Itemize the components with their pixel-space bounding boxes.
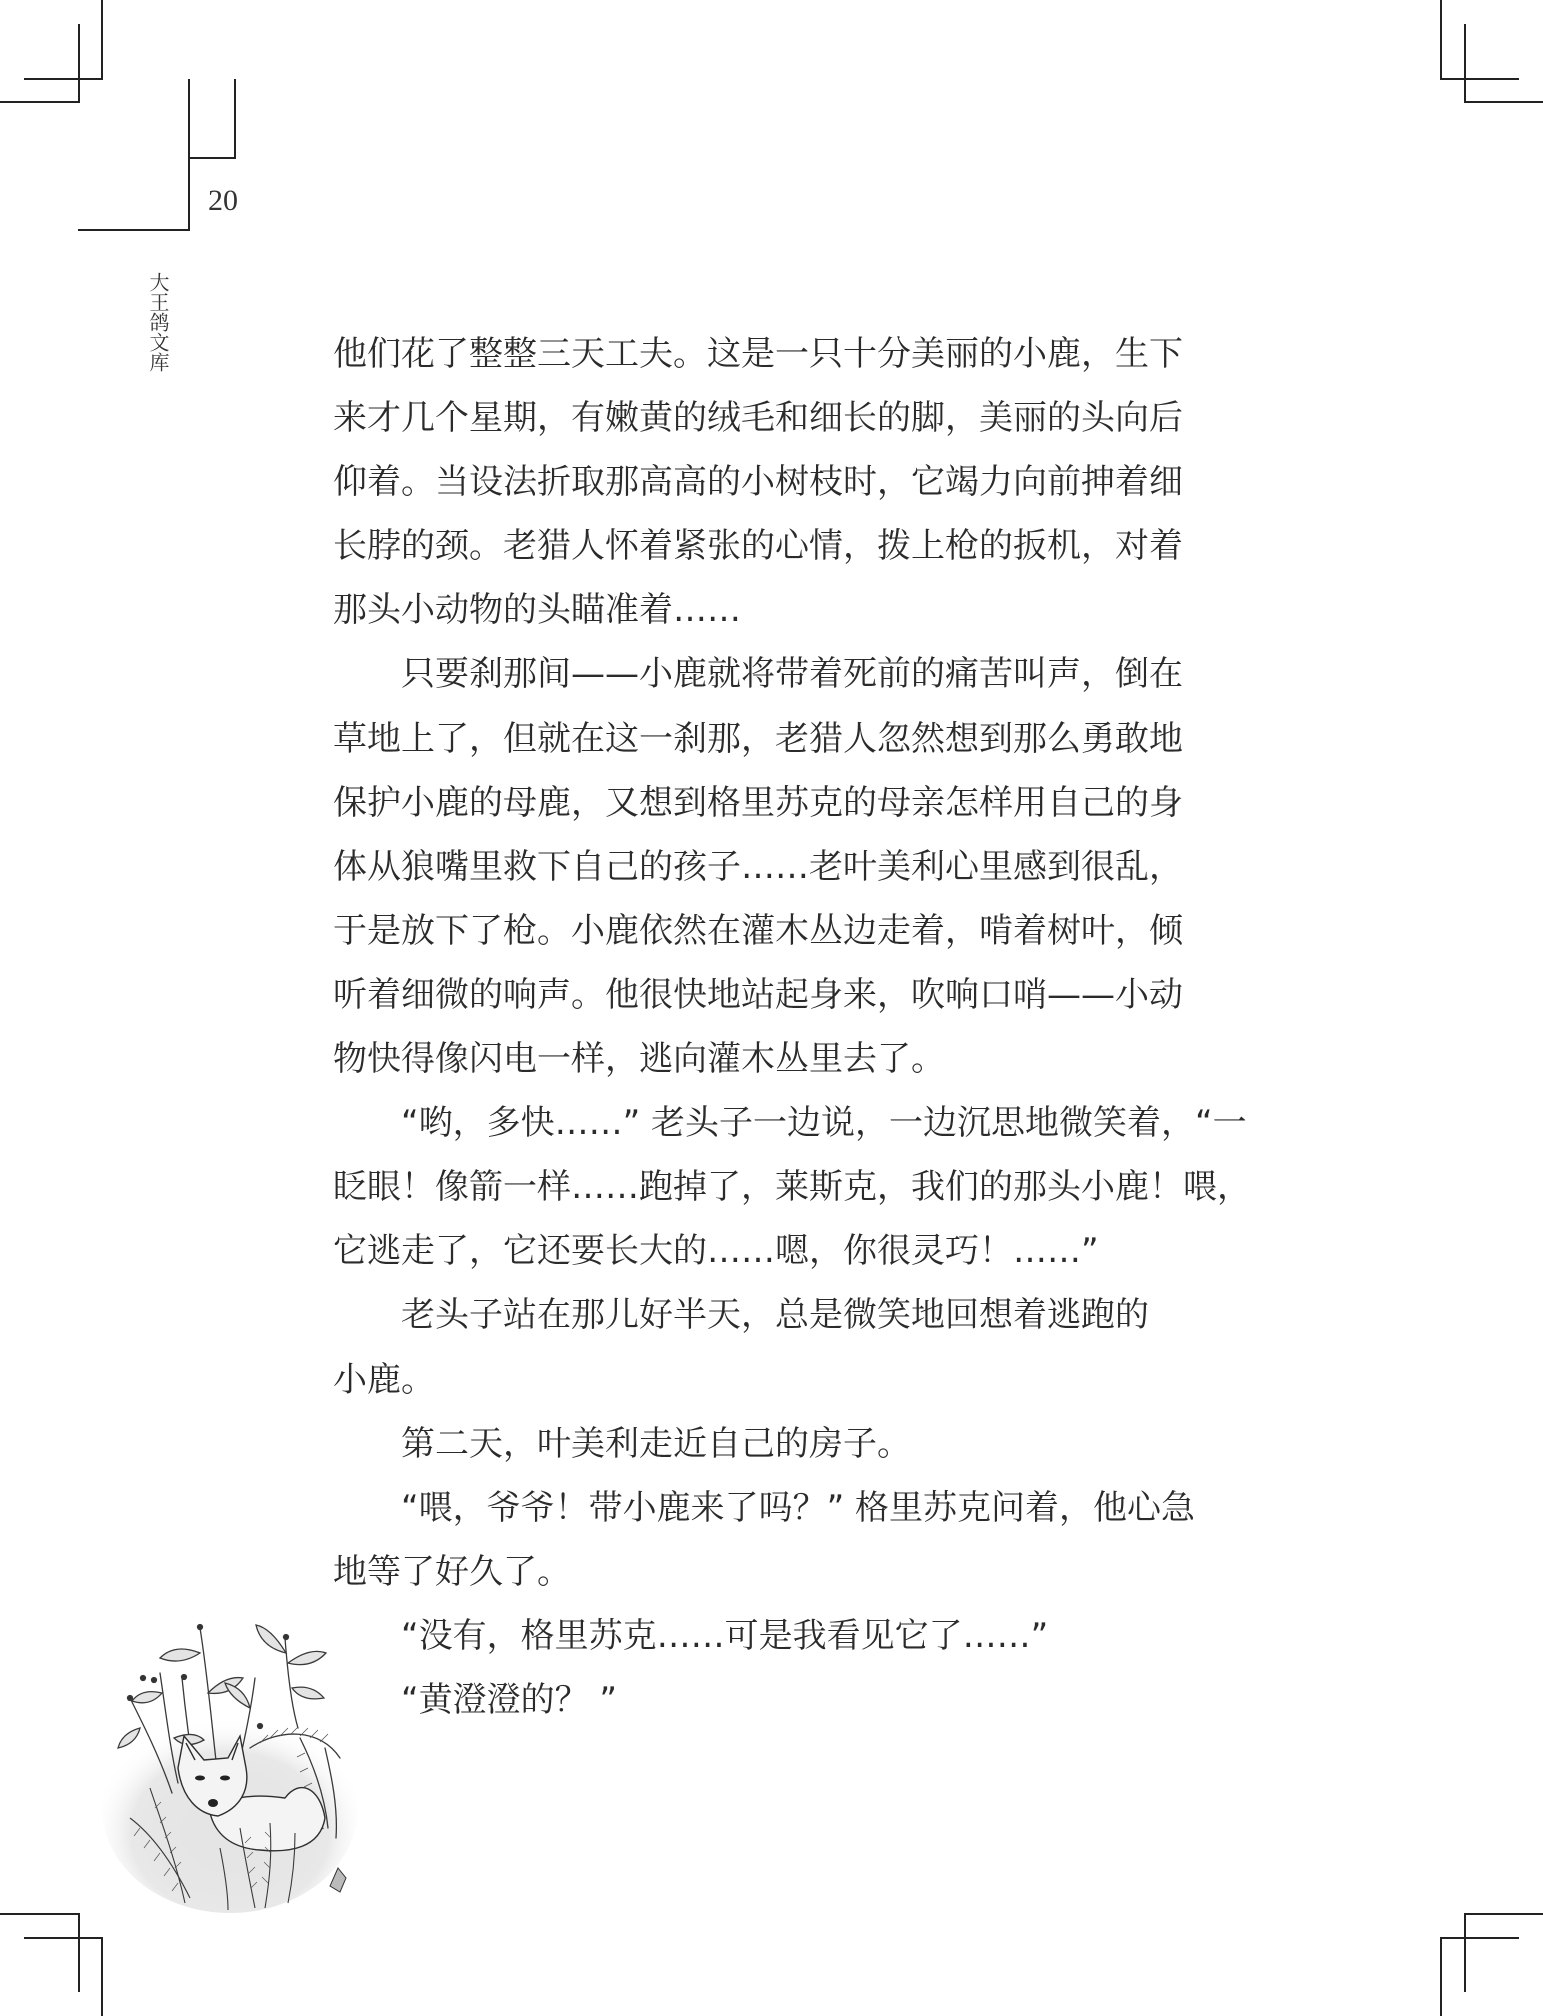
text-line: 眨眼！像箭一样……跑掉了，莱斯克，我们的那头小鹿！喂， [333,1167,1251,1208]
text-line: 他们花了整整三天工夫。这是一只十分美丽的小鹿，生下 [333,334,1183,374]
text-line: “哟，多快……” 老头子一边说，一边沉思地微笑着，“一 [401,1103,1247,1144]
fox-illustration [100,1618,358,1913]
crop-mark [1464,101,1543,103]
text-line: 第二天，叶美利走近自己的房子。 [401,1423,911,1464]
crop-mark [1464,1913,1466,1992]
text-line: 体从狼嘴里救下自己的孩子……老叶美利心里感到很乱， [333,846,1183,887]
text-line: 长脖的颈。老猎人怀着紧张的心情，拨上枪的扳机，对着 [333,526,1183,567]
text-line: 听着细微的响声。他很快地站起身来，吹响口哨——小动 [333,974,1183,1015]
crop-mark [0,101,80,103]
crop-mark [24,78,103,80]
text-line: “喂，爷爷！带小鹿来了吗？” 格里苏克问着，他心急 [401,1487,1196,1528]
text-line: 物快得像闪电一样，逃向灌木丛里去了。 [333,1039,945,1080]
crop-mark [78,24,80,103]
crop-mark [1440,1937,1442,2016]
text-line: 草地上了，但就在这一刹那，老猎人忽然想到那么勇敢地 [333,718,1183,759]
crop-mark [1440,0,1442,79]
crop-mark [101,1937,103,2016]
text-line: 来才几个星期，有嫩黄的绒毛和细长的脚，美丽的头向后 [333,398,1183,439]
crop-mark [1440,78,1519,80]
crop-mark [1464,1913,1543,1915]
crop-mark [78,1913,80,1992]
text-line: 只要刹那间——小鹿就将带着死前的痛苦叫声，倒在 [401,654,1183,695]
page-number-frame [188,79,190,230]
series-title: 大王鸽文库 [146,272,170,372]
text-line: 它逃走了，它还要长大的……嗯，你很灵巧！……” [333,1231,1099,1272]
text-line: 保护小鹿的母鹿，又想到格里苏克的母亲怎样用自己的身 [333,782,1183,823]
crop-mark [24,1937,103,1939]
page-number-frame [234,79,236,158]
crop-mark [0,1913,80,1915]
text-line: 小鹿。 [333,1359,435,1400]
crop-mark [1440,1937,1519,1939]
crop-mark [101,0,103,79]
text-line: 于是放下了枪。小鹿依然在灌木丛边走着，啃着树叶，倾 [333,910,1183,951]
text-line: 仰着。当设法折取那高高的小树枝时，它竭力向前抻着细 [333,462,1183,503]
page-number-frame [78,229,190,231]
body-text [333,322,1251,1732]
text-line: 那头小动物的头瞄准着…… [333,590,741,631]
text-line: “黄澄澄的？ ” [401,1679,618,1720]
text-line: “没有，格里苏克……可是我看见它了……” [401,1615,1049,1656]
page-number: 20 [208,184,238,217]
crop-mark [1464,24,1466,103]
page-number-frame [188,157,236,159]
text-line: 地等了好久了。 [333,1551,571,1592]
text-line: 老头子站在那儿好半天，总是微笑地回想着逃跑的 [401,1295,1149,1336]
